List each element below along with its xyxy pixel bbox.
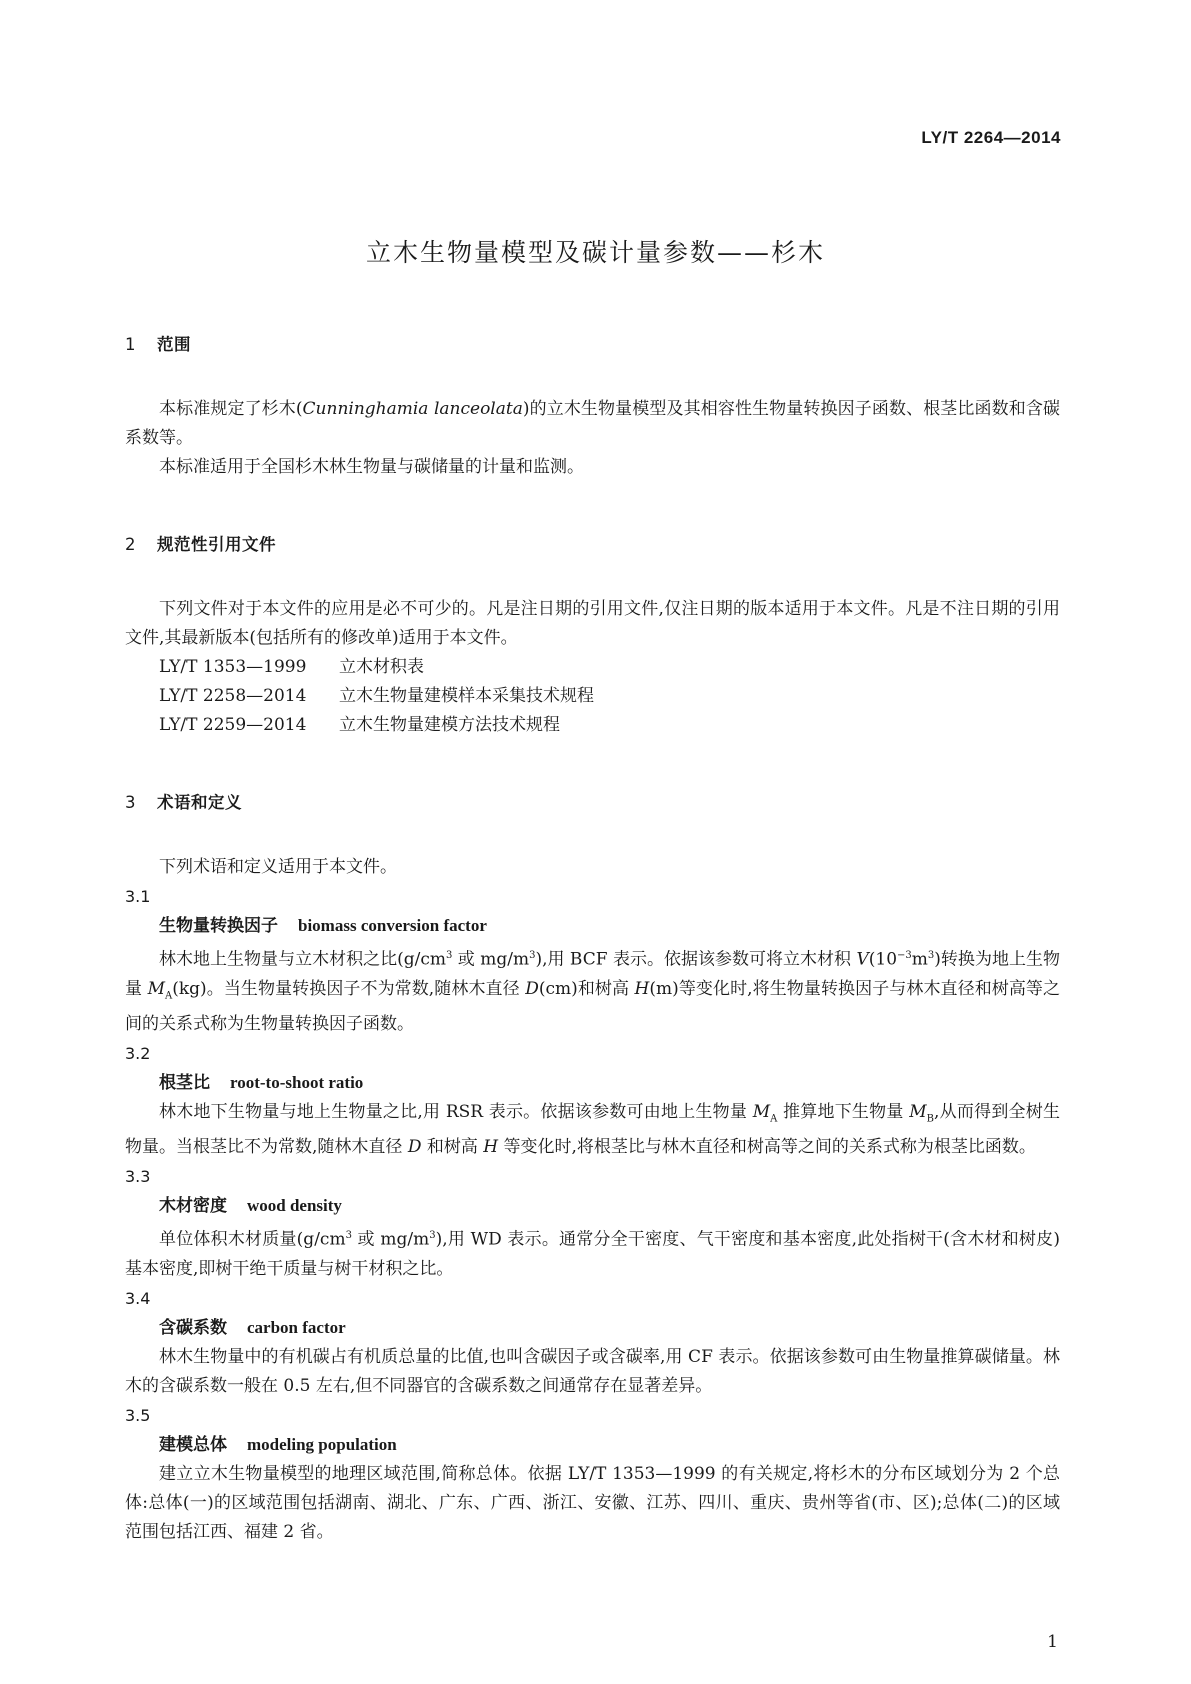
term-number: 3.1 [125, 887, 151, 906]
section-number: 3 [125, 793, 136, 812]
term-definition: 林木地下生物量与地上生物量之比,用 RSR 表示。依据该参数可由地上生物量 $M_A$ 推算地下生物量 $M_B$,从而得到全树生物量。当根茎比不为常数,随林木直径 D 和树高 H 等变化时,将根茎比与林木直径和树高等之间的关系式称为根茎比函数。 [125, 1102, 1060, 1158]
reference-code: LY/T 1353—1999 [159, 657, 307, 677]
term-number: 3.3 [125, 1167, 151, 1187]
term-definition: 林木生物量中的有机碳占有机质总量的比值,也叫含碳因子或含碳率,用 CF 表示。依据该参数可由生物量推算碳储量。林木的含碳系数一般在 0.5 左右,但不同器官的含碳系数之间通常存在显著差异。 [125, 1347, 1060, 1397]
page-number: 1 [1047, 1632, 1058, 1652]
reference-code: LY/T 2258—2014 [159, 686, 307, 706]
reference-title: 立木生物量建模样本采集技术规程 [339, 686, 594, 706]
document-title: 立木生物量模型及碳计量参数——杉木 [365, 238, 825, 267]
section-title: 范围 [157, 335, 191, 354]
term-definition: 林木地上生物量与立木材积之比($g/cm^3$ 或 $mg/m^3$),用 BCF 表示。依据该参数可将立木材积 $V(10^{-3}m^3)$转换为地上生物量 $M_A(kg)$。当生物量转换因子不为常数,随林木直径 D(cm)和树高 H(m)等变化时,将生物量转换因子与林木直径和树高等之间的关系式称为生物量转换因子函数。 [125, 949, 1061, 1035]
scope-paragraph-2: 本标准适用于全国杉木林生物量与碳储量的计量和监测。 [159, 457, 584, 477]
term-number: 3.5 [125, 1406, 151, 1426]
reference-item [125, 711, 1060, 740]
section-title: 规范性引用文件 [157, 535, 276, 554]
section-heading-normative-references [125, 530, 1060, 559]
term-title: 建模总体 modeling population [159, 1435, 397, 1456]
term-title: 根茎比 root-to-shoot ratio [159, 1073, 364, 1094]
terms-intro: 下列术语和定义适用于本文件。 [159, 857, 397, 877]
term-definition: 建立立木生物量模型的地理区域范围,简称总体。依据 LY/T 1353—1999 的有关规定,将杉木的分布区域划分为 2 个总体:总体(一)的区域范围包括湖南、湖北、广东、广西、浙江、安徽、江苏、四川、重庆、贵州等省(市、区);总体(二)的区域范围包括江西、福建 2 省。 [125, 1464, 1060, 1543]
term-title: 生物量转换因子 biomass conversion factor [159, 916, 487, 936]
section-heading-terms [125, 788, 1060, 817]
reference-title: 立木生物量建模方法技术规程 [339, 715, 560, 735]
term-definition: 单位体积木材质量($g/cm^3$ 或 $mg/m^3$),用 WD 表示。通常分全干密度、气干密度和基本密度,此处指树干(含木材和树皮)基本密度,即树干绝干质量与树干材积之比。 [125, 1230, 1060, 1280]
reference-item [125, 682, 1060, 711]
section-number: 1 [125, 335, 136, 354]
section-heading-scope [125, 330, 1060, 359]
latin-name: Cunninghamia lanceolata [302, 399, 523, 419]
term-title: 木材密度 wood density [159, 1196, 342, 1217]
section-title: 术语和定义 [157, 793, 242, 812]
scope-paragraph-1: 本标准规定了杉木(Cunninghamia lanceolata)的立木生物量模型及其相容性生物量转换因子函数、根茎比函数和含碳系数等。 [125, 399, 1060, 448]
term-number: 3.4 [125, 1289, 151, 1309]
section-number: 2 [125, 535, 136, 554]
references-intro: 下列文件对于本文件的应用是必不可少的。凡是注日期的引用文件,仅注日期的版本适用于本文件。凡是不注日期的引用文件,其最新版本(包括所有的修改单)适用于本文件。 [125, 599, 1060, 648]
term-number: 3.2 [125, 1044, 151, 1064]
standard-code: LY/T 2264—2014 [921, 128, 1061, 147]
reference-title: 立木材积表 [339, 657, 424, 677]
reference-code: LY/T 2259—2014 [159, 715, 307, 735]
term-title: 含碳系数 carbon factor [159, 1318, 346, 1339]
reference-item [125, 653, 1060, 682]
document-body [125, 330, 1060, 1547]
